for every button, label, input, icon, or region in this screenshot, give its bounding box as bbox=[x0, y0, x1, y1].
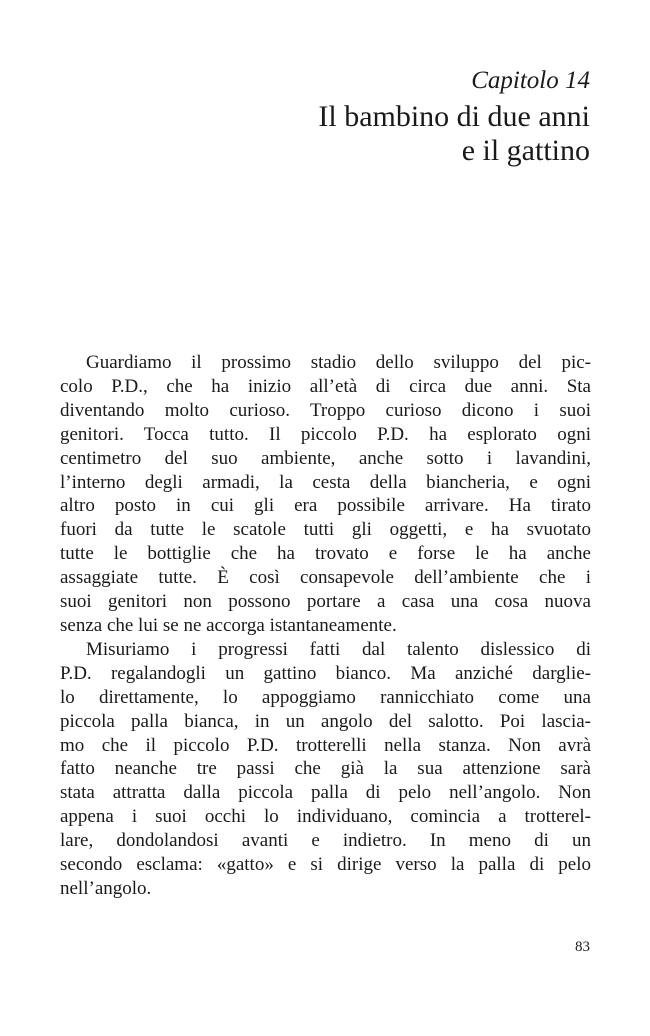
text-line: genitori. Tocca tutto. Il piccolo P.D. ha esplorato ogni bbox=[60, 423, 591, 445]
text-line: colo P.D., che ha inizio all’età di circa due anni. Sta bbox=[60, 375, 591, 397]
text-line: diventando molto curioso. Troppo curioso dicono i suoi bbox=[60, 399, 591, 421]
chapter-number: Capitolo 14 bbox=[471, 67, 590, 94]
text-line: fuori da tutte le scatole tutti gli oggetti, e ha svuotato bbox=[60, 519, 591, 541]
text-line: nell’angolo. bbox=[60, 877, 152, 899]
text-line: centimetro del suo ambiente, anche sotto i lavandini, bbox=[60, 447, 591, 469]
text-line: Guardiamo il prossimo stadio dello sviluppo del pic- bbox=[86, 352, 591, 373]
text-line: l’interno degli armadi, la cesta della biancheria, e ogni bbox=[60, 471, 591, 493]
text-line: suoi genitori non possono portare a casa una cosa nuova bbox=[60, 591, 591, 613]
text-line: Misuriamo i progressi fatti dal talento dislessico di bbox=[86, 638, 591, 660]
chapter-heading bbox=[318, 66, 590, 168]
text-line: lare, dondolandosi avanti e indietro. In meno di un bbox=[60, 830, 591, 852]
paragraph bbox=[60, 351, 591, 638]
text-line: lo direttamente, lo appoggiamo rannicchiato come una bbox=[60, 686, 591, 708]
paragraph bbox=[60, 638, 591, 901]
text-line: assaggiate tutte. È così consapevole dell’ambiente che i bbox=[60, 567, 591, 589]
text-line: altro posto in cui gli era possibile arrivare. Ha tirato bbox=[60, 495, 591, 517]
text-line: secondo esclama: «gatto» e si dirige verso la palla di pelo bbox=[60, 854, 591, 876]
text-line: mo che il piccolo P.D. trotterelli nella stanza. Non avrà bbox=[60, 734, 591, 756]
text-line: tutte le bottiglie che ha trovato e forse le ha anche bbox=[60, 543, 591, 565]
chapter-title-line: e il gattino bbox=[461, 134, 590, 167]
text-line: piccola palla bianca, in un angolo del salotto. Poi lascia- bbox=[60, 710, 591, 732]
text-line: appena i suoi occhi lo individuano, comincia a trotterel- bbox=[60, 806, 591, 828]
chapter-title bbox=[318, 100, 590, 168]
text-line: fatto neanche tre passi che già la sua attenzione sarà bbox=[60, 758, 591, 780]
body-text bbox=[60, 351, 591, 901]
text-line: P.D. regalandogli un gattino bianco. Ma anziché darglie- bbox=[60, 662, 591, 684]
text-line: senza che lui se ne accorga istantaneamente. bbox=[60, 614, 397, 636]
page-number: 83 bbox=[575, 939, 590, 955]
text-line: stata attratta dalla piccola palla di pelo nell’angolo. Non bbox=[60, 782, 591, 804]
chapter-title-line: Il bambino di due anni bbox=[318, 100, 590, 133]
